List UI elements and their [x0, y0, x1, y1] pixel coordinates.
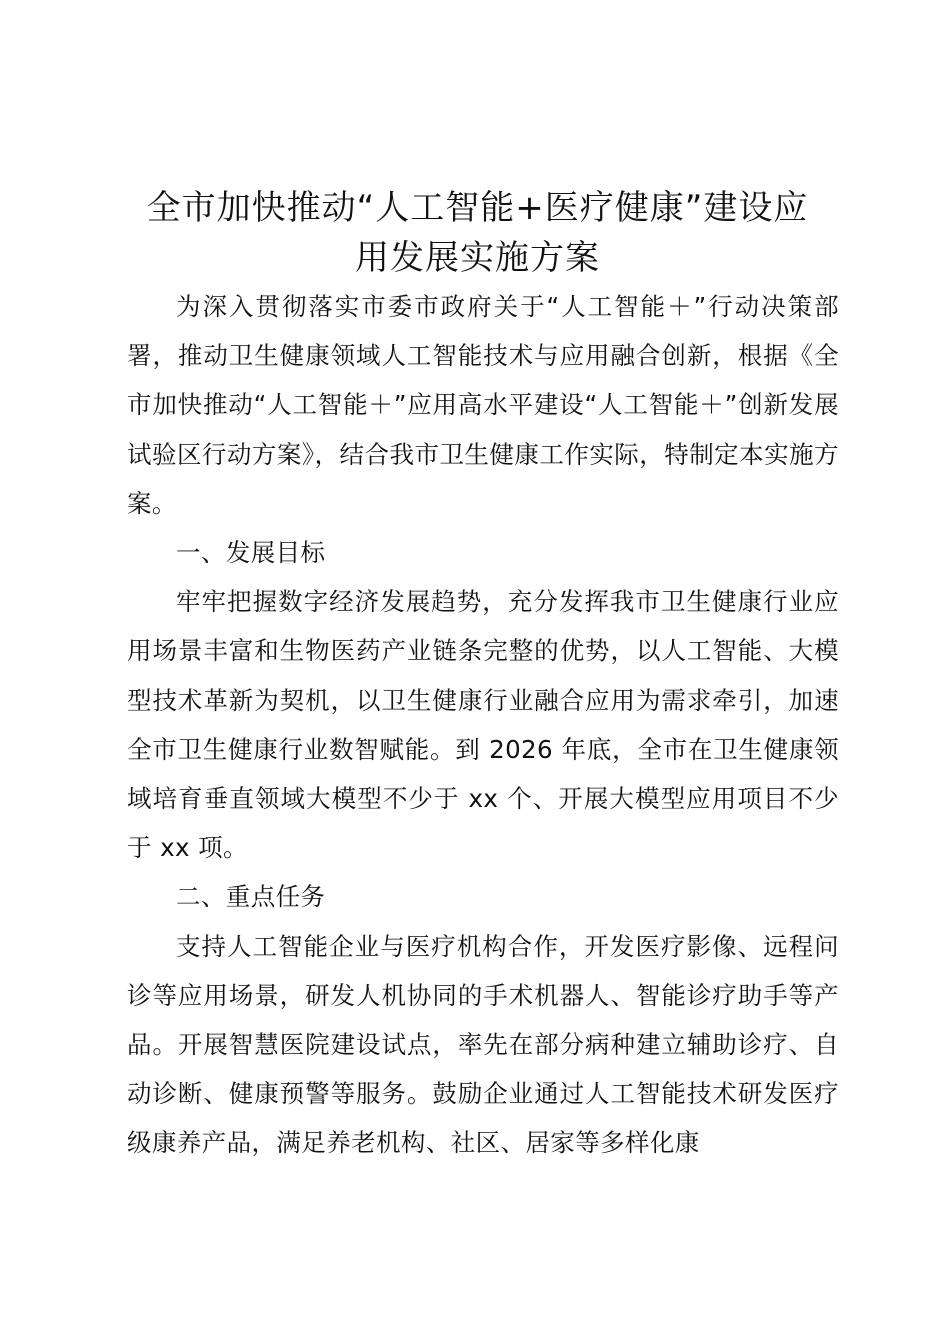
goals-paragraph: 牢牢把握数字经济发展趋势，充分发挥我市卫生健康行业应用场景丰富和生物医药产业链条完整的优势，以人工智能、大模型技术革新为契机，以卫生健康行业融合应用为需求牵引，加速全市卫生健康行业数智赋能。到 2026 年底，全市在卫生健康领域培育垂直领域大模型不少于 xx 个、开展大模型应用项目不少于 xx 项。 [127, 587, 839, 863]
section-heading-goals: 一、发展目标 [176, 538, 326, 568]
section-heading-tasks: 二、重点任务 [176, 882, 326, 912]
tasks-paragraph: 支持人工智能企业与医疗机构合作，开发医疗影像、远程问诊等应用场景，研发人机协同的手术机器人、智能诊疗助手等产品。开展智慧医院建设试点，率先在部分病种建立辅助诊疗、自动诊断、健康预警等服务。鼓励企业通过人工智能技术研发医疗级康养产品，满足养老机构、社区、居家等多样化康 [127, 931, 839, 1158]
title-line-1: 全市加快推动“人工智能+医疗健康”建设应 [146, 188, 809, 228]
document-title [120, 183, 835, 283]
intro-paragraph: 为深入贯彻落实市委市政府关于“人工智能＋”行动决策部署，推动卫生健康领域人工智能技术与应用融合创新，根据《全市加快推动“人工智能＋”应用高水平建设“人工智能＋”创新发展试验区行动方案》，结合我市卫生健康工作实际，特制定本实施方案。 [127, 292, 839, 518]
title-line-2: 用发展实施方案 [355, 238, 600, 278]
document-body [127, 282, 839, 1168]
